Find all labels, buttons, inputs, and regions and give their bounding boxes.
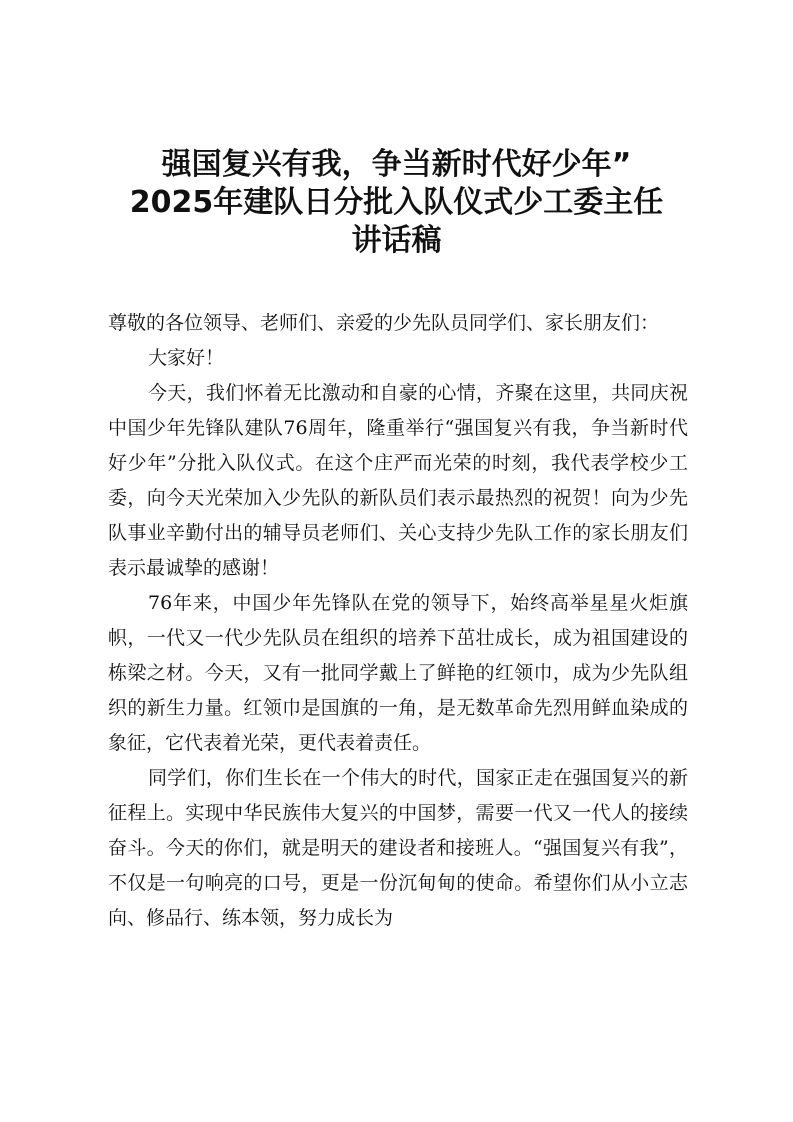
paragraph-greeting: 大家好！ [148,347,225,369]
paragraph-mission: 同学们，你们生长在一个伟大的时代，国家正走在强国复兴的新征程上。实现中华民族伟大复兴的中国梦，需要一代又一代人的接续奋斗。今天的你们，就是明天的建设者和接班人。“强国复兴有我”，不仅是一句响亮的口号，更是一份沉甸甸的使命。希望你们从小立志向、修品行、练本领，努力成长为 [108,767,688,929]
title-line-2: 2025年建队日分批入队仪式少工委主任 [129,185,664,220]
title-line-1: 强国复兴有我，争当新时代好少年” [161,147,632,182]
title-line-3: 讲话稿 [351,223,442,258]
salutation: 尊敬的各位领导、老师们、亲爱的少先队员同学们、家长朋友们： [108,312,660,334]
paragraph-opening: 今天，我们怀着无比激动和自豪的心情，齐聚在这里，共同庆祝中国少年先锋队建队76周年，隆重举行“强国复兴有我，争当新时代好少年”分批入队仪式。在这个庄严而光荣的时刻，我代表学校少工委，向今天光荣加入少先队的新队员们表示最热烈的祝贺！向为少先队事业辛勤付出的辅导员老师们、关心支持少先队工作的家长朋友们表示最诚挚的感谢！ [108,382,688,579]
paragraph-history: 76年来，中国少年先锋队在党的领导下，始终高举星星火炬旗帜，一代又一代少先队员在组织的培养下茁壮成长，成为祖国建设的栋梁之材。今天，又有一批同学戴上了鲜艳的红领巾，成为少先队组织的新生力量。红领巾是国旗的一角，是无数革命先烈用鲜血染成的象征，它代表着光荣，更代表着责任。 [108,592,688,754]
document-body [108,306,688,936]
document-title [100,146,693,260]
